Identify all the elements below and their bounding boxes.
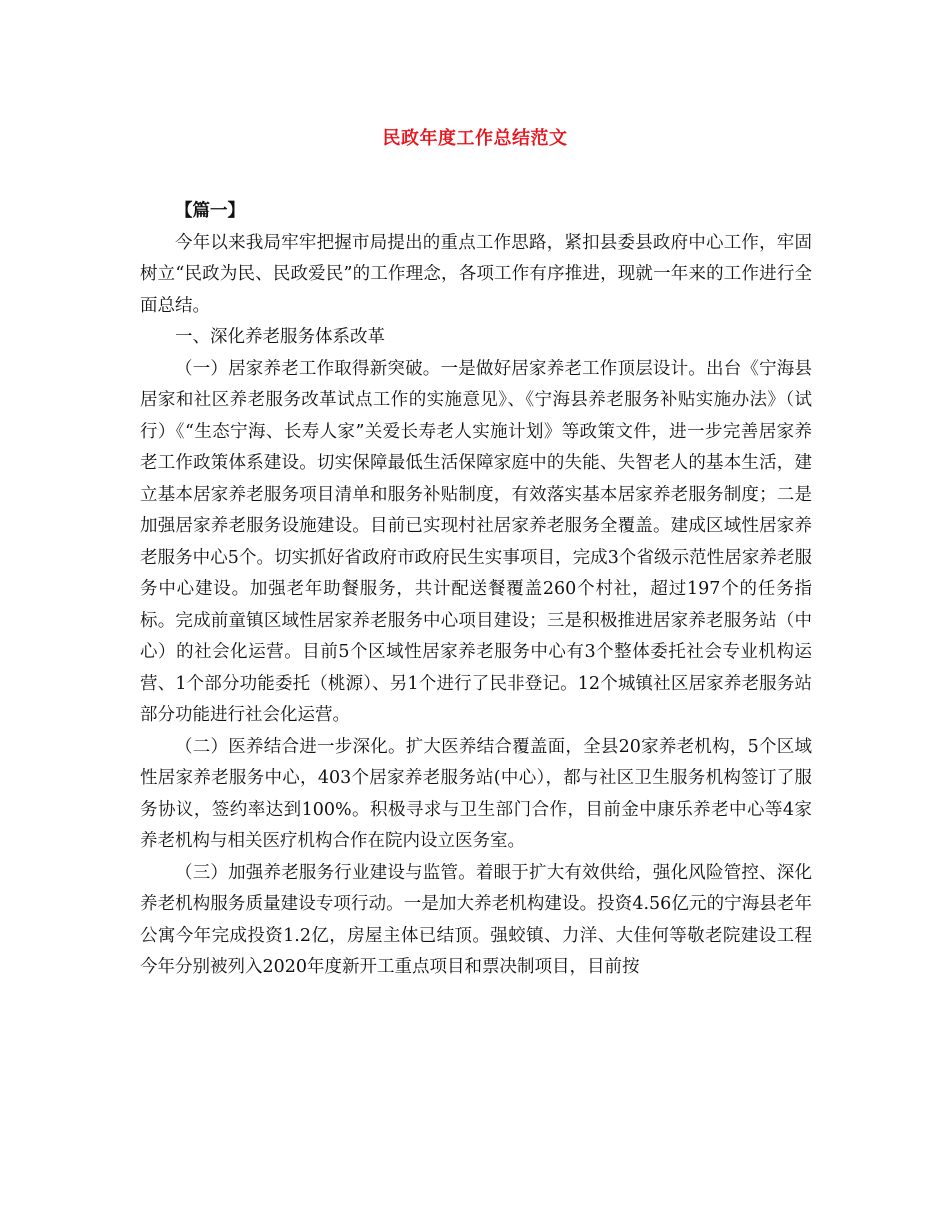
- heading-section-one: 一、深化养老服务体系改革: [175, 327, 385, 347]
- paragraph-medical-care: （二）医养结合进一步深化。扩大医养结合覆盖面，全县20家养老机构，5个区域性居家养老服务中心，403个居家养老服务站(中心），都与社区卫生服务机构签订了服务协议，签约率达到100%。积极寻求与卫生部门合作，目前金中康乐养老中心等4家养老机构与相关医疗机构合作在院内设立医务室。: [140, 736, 812, 851]
- paragraph-industry-supervision: （三）加强养老服务行业建设与监管。着眼于扩大有效供给，强化风险管控、深化养老机构服务质量建设专项行动。一是加大养老机构建设。投资4.56亿元的宁海县老年公寓今年完成投资1.2亿，房屋主体已结顶。强蛟镇、力洋、大佳何等敬老院建设工程今年分别被列入2020年度新开工重点项目和票决制项目，目前按: [140, 862, 812, 977]
- paragraph-home-care: （一）居家养老工作取得新突破。一是做好居家养老工作顶层设计。出台《宁海县居家和社区养老服务改革试点工作的实施意见》、《宁海县养老服务补贴实施办法》（试行）《“生态宁海、长寿人家”关爱长寿老人实施计划》等政策文件，进一步完善居家养老工作政策体系建设。切实保障最低生活保障家庭中的失能、失智老人的基本生活，建立基本居家养老服务项目清单和服务补贴制度，有效落实基本居家养老服务制度；二是加强居家养老服务设施建设。目前已实现村社居家养老服务全覆盖。建成区域性居家养老服务中心5个。切实抓好省政府市政府民生实事项目，完成3个省级示范性居家养老服务中心建设。加强老年助餐服务，共计配送餐覆盖260个村社，超过197个的任务指标。完成前童镇区域性居家养老服务中心项目建设；三是积极推进居家养老服务站（中心）的社会化运营。目前5个区域性居家养老服务中心有3个整体委托社会专业机构运营、1个部分功能委托（桃源）、另1个进行了民非登记。12个城镇社区居家养老服务站部分功能进行社会化运营。: [140, 358, 812, 725]
- document-title: 民政年度工作总结范文: [382, 128, 568, 149]
- document-body: [140, 196, 812, 984]
- section-label: 【篇一】: [175, 201, 245, 221]
- paragraph-intro: 今年以来我局牢牢把握市局提出的重点工作思路，紧扣县委县政府中心工作，牢固树立“民政为民、民政爱民”的工作理念，各项工作有序推进，现就一年来的工作进行全面总结。: [140, 232, 812, 316]
